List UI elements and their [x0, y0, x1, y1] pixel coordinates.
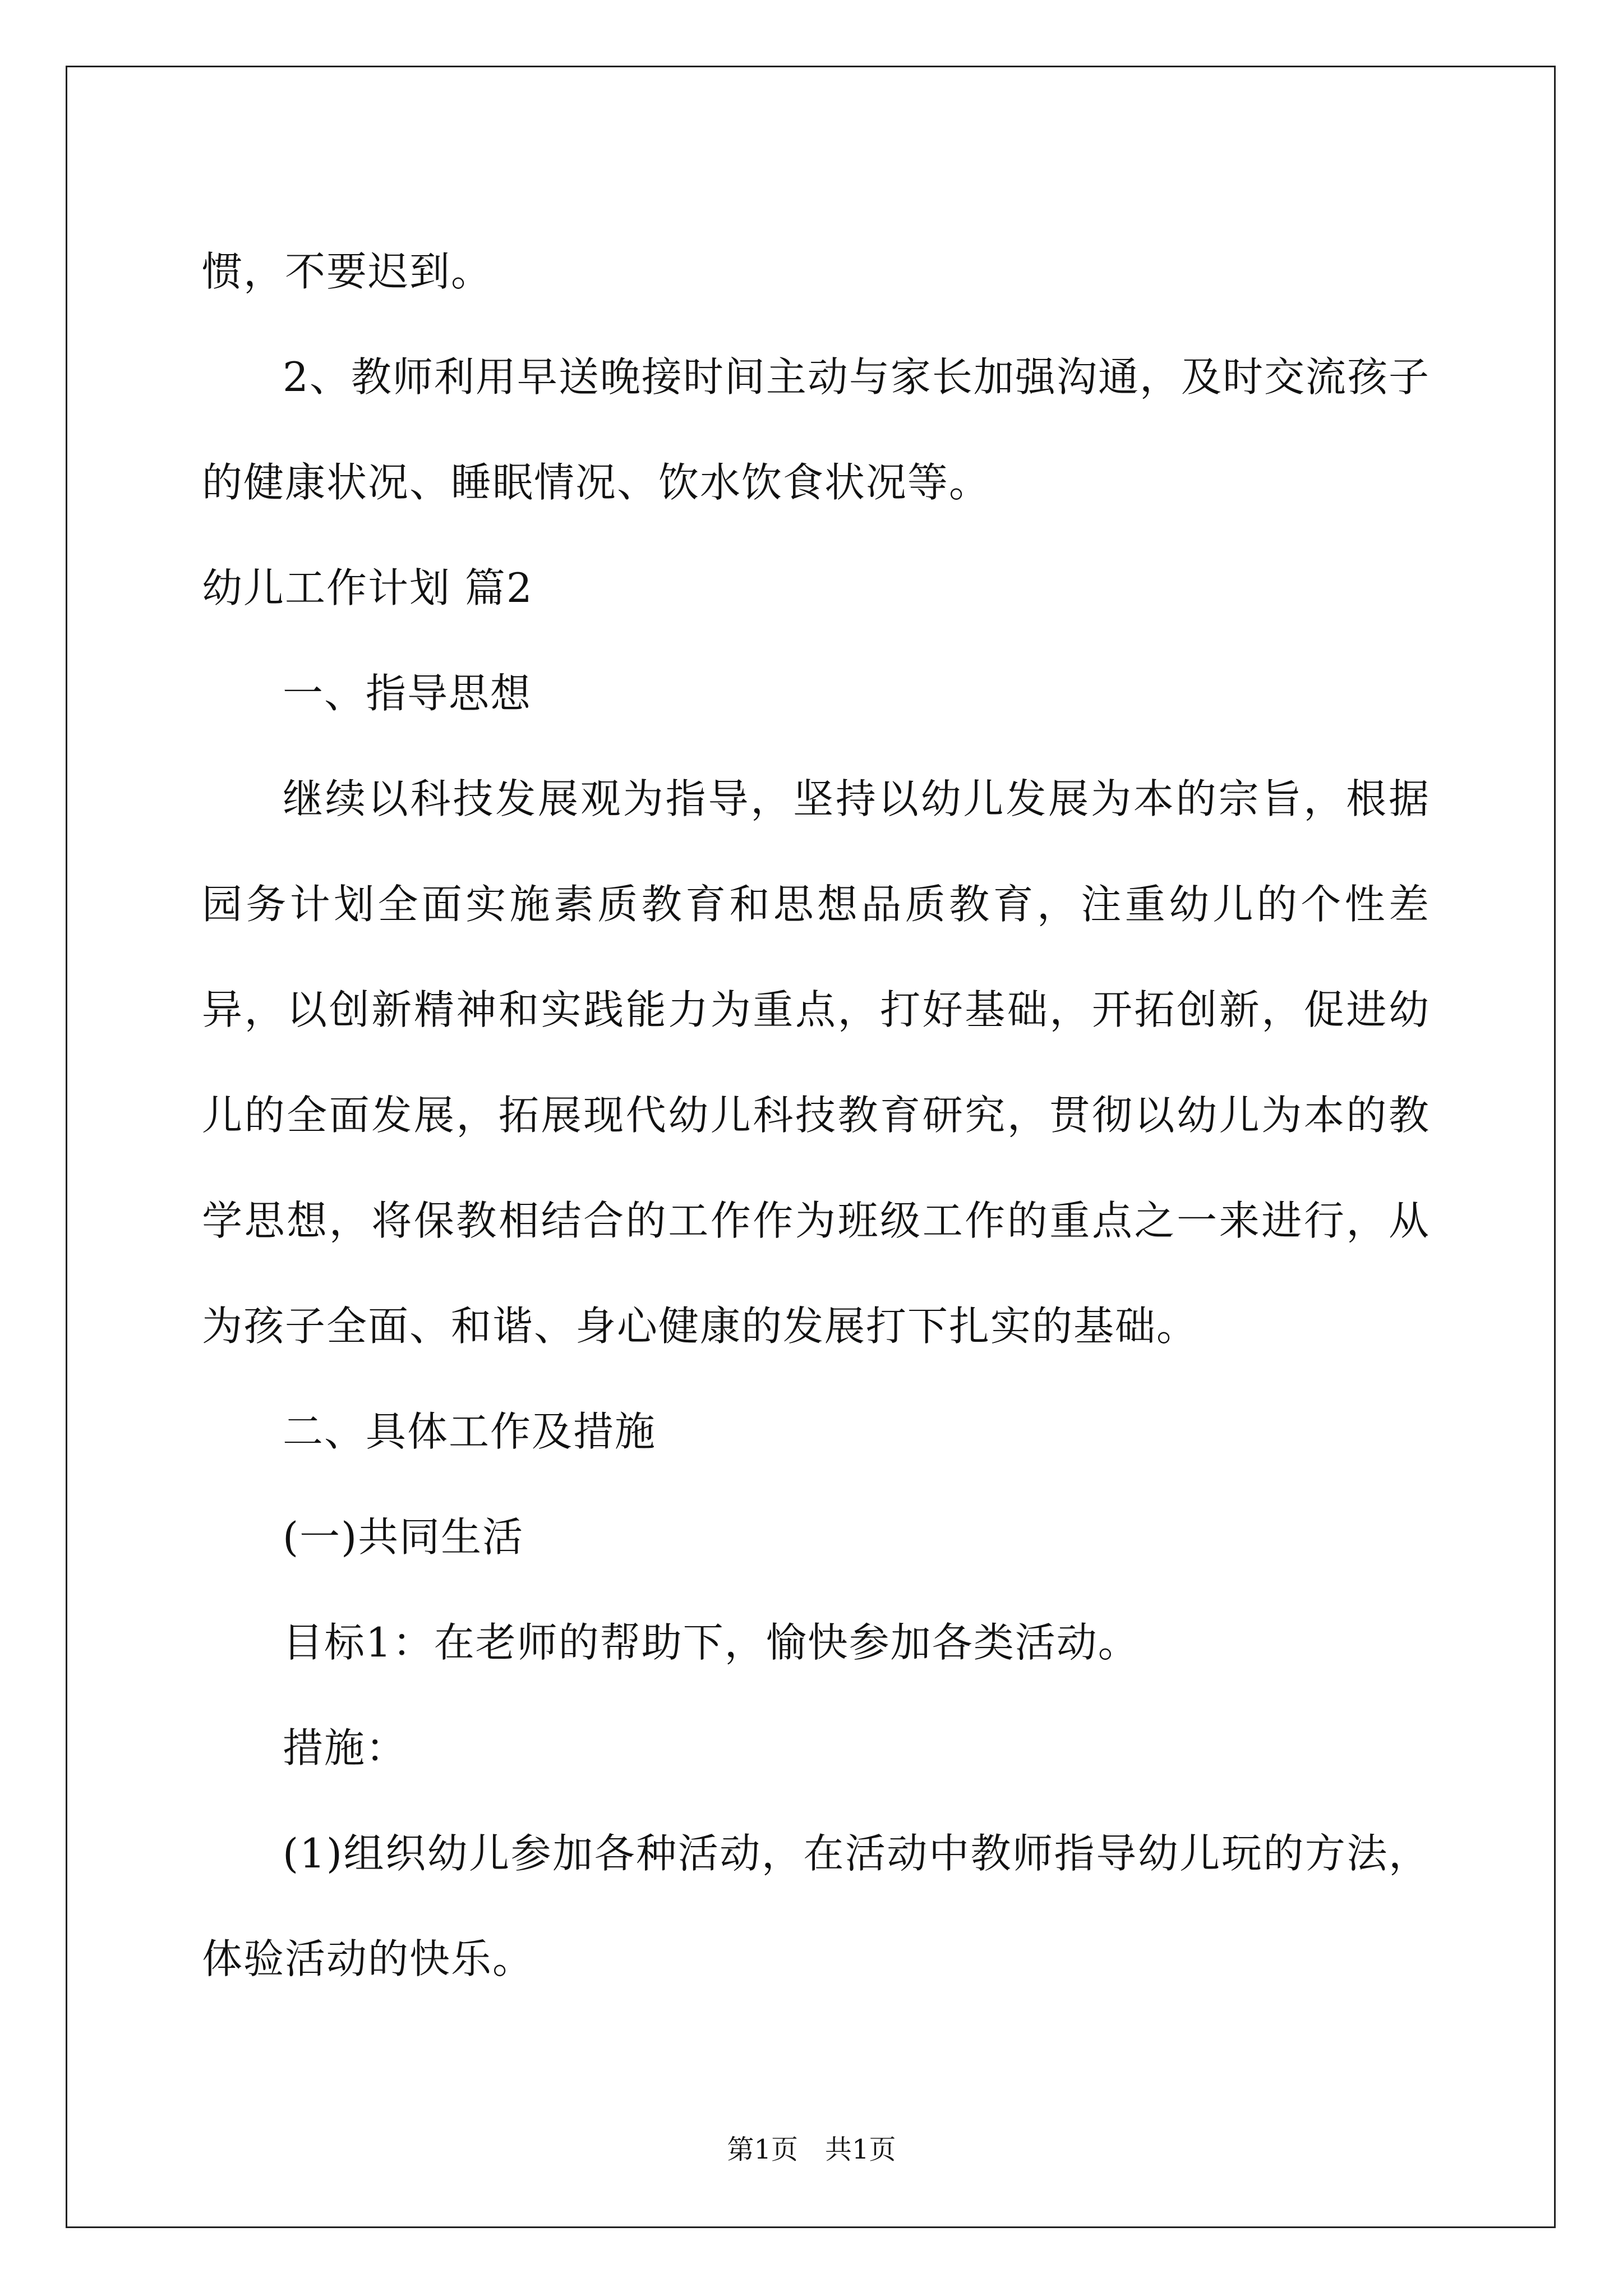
- subheading-common-life: (一)共同生活: [283, 1513, 524, 1561]
- document-body: [202, 219, 1430, 2012]
- measure-1: (1)组织幼儿参加各种活动，在活动中教师指导幼儿玩的方法，体验活动的快乐。: [202, 1830, 1430, 1982]
- page-number: 第1页 共1页: [727, 2134, 896, 2165]
- heading-specific-work: 二、具体工作及措施: [283, 1408, 657, 1455]
- measures-label: 措施：: [283, 1724, 408, 1772]
- paragraph-continuation: 惯，不要迟到。: [202, 248, 493, 295]
- paragraph-communication: 2、教师利用早送晚接时间主动与家长加强沟通，及时交流孩子的健康状况、睡眠情况、饮水饮食状况等。: [202, 353, 1430, 506]
- section-title: 幼儿工作计划 篇2: [202, 564, 533, 611]
- paragraph-guiding-thought: 继续以科技发展观为指导，坚持以幼儿发展为本的宗旨，根据园务计划全面实施素质教育和思想品质教育，注重幼儿的个性差异，以创新精神和实践能力为重点，打好基础，开拓创新，促进幼儿的全面发展，拓展现代幼儿科技教育研究，贯彻以幼儿为本的教学思想，将保教相结合的工作作为班级工作的重点之一来进行，从为孩子全面、和谐、身心健康的发展打下扎实的基础。: [202, 775, 1430, 1350]
- heading-guiding-thought: 一、指导思想: [283, 670, 532, 717]
- goal-1: 目标1：在老师的帮助下，愉快参加各类活动。: [283, 1619, 1140, 1666]
